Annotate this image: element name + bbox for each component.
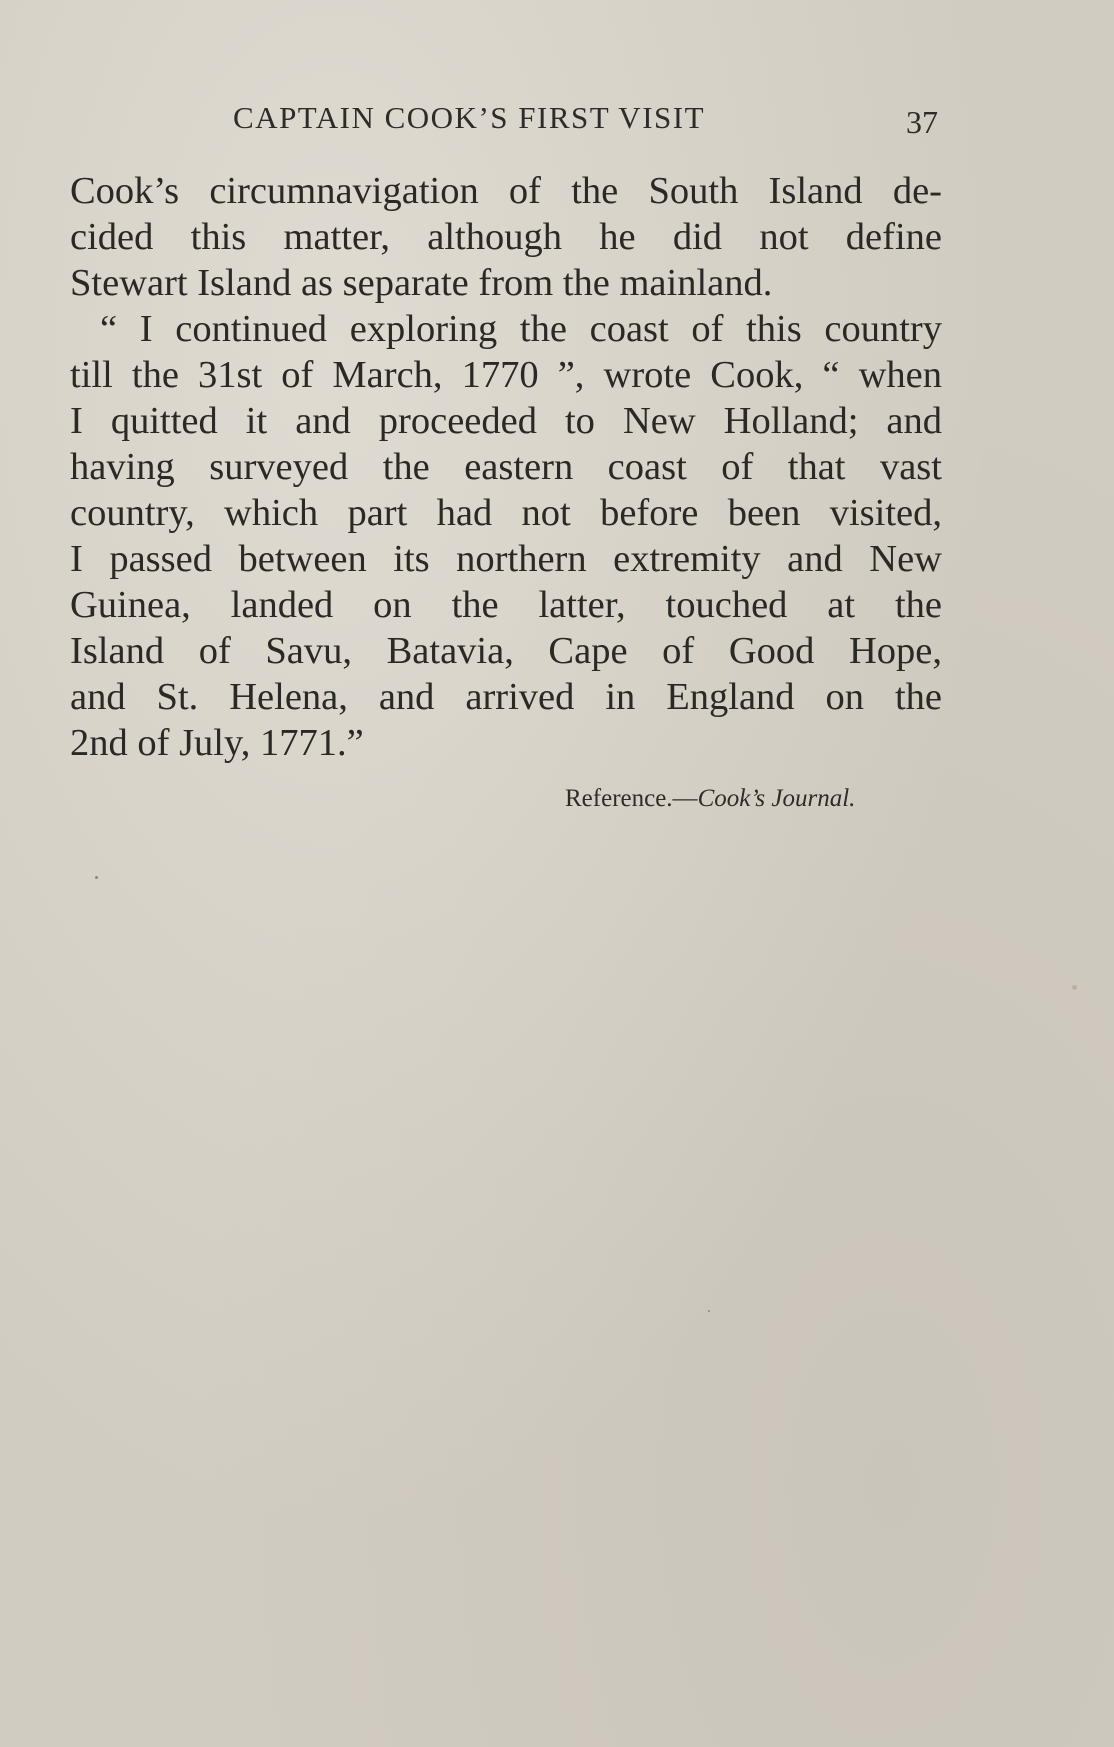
- text-line: 2nd of July, 1771.”: [70, 722, 364, 764]
- text-line: and St. Helena, and arrived in England on the: [70, 676, 942, 718]
- text-line: cided this matter, although he did not define: [70, 216, 942, 258]
- reference-source: Cook’s Journal.: [697, 785, 856, 812]
- text-line: Cook’s circumnavigation of the South Island de-: [70, 170, 942, 212]
- page-number: 37: [906, 104, 938, 140]
- text-line: I quitted it and proceeded to New Holland; and: [70, 400, 942, 442]
- text-line: Island of Savu, Batavia, Cape of Good Hope,: [70, 630, 942, 672]
- reference-label: Reference.—: [565, 785, 698, 812]
- paragraph: [70, 306, 942, 766]
- paper-speck: [1072, 985, 1077, 990]
- text-line: “ I continued exploring the coast of this country: [100, 308, 942, 350]
- text-line: I passed between its northern extremity and New: [70, 538, 942, 580]
- body-text: [70, 168, 942, 766]
- text-line: having surveyed the eastern coast of that vast: [70, 446, 942, 488]
- running-head-title: CAPTAIN COOK’S FIRST VISIT: [233, 100, 706, 135]
- reference-note: [565, 785, 855, 813]
- text-line: Guinea, landed on the latter, touched at the: [70, 584, 942, 626]
- text-line: Stewart Island as separate from the mainland.: [70, 262, 773, 304]
- text-line: country, which part had not before been visited,: [70, 492, 942, 534]
- text-line: till the 31st of March, 1770 ”, wrote Cook, “ when: [70, 354, 942, 396]
- paper-speck: [95, 876, 98, 879]
- paragraph: [70, 168, 942, 306]
- paper-speck: [708, 1310, 710, 1312]
